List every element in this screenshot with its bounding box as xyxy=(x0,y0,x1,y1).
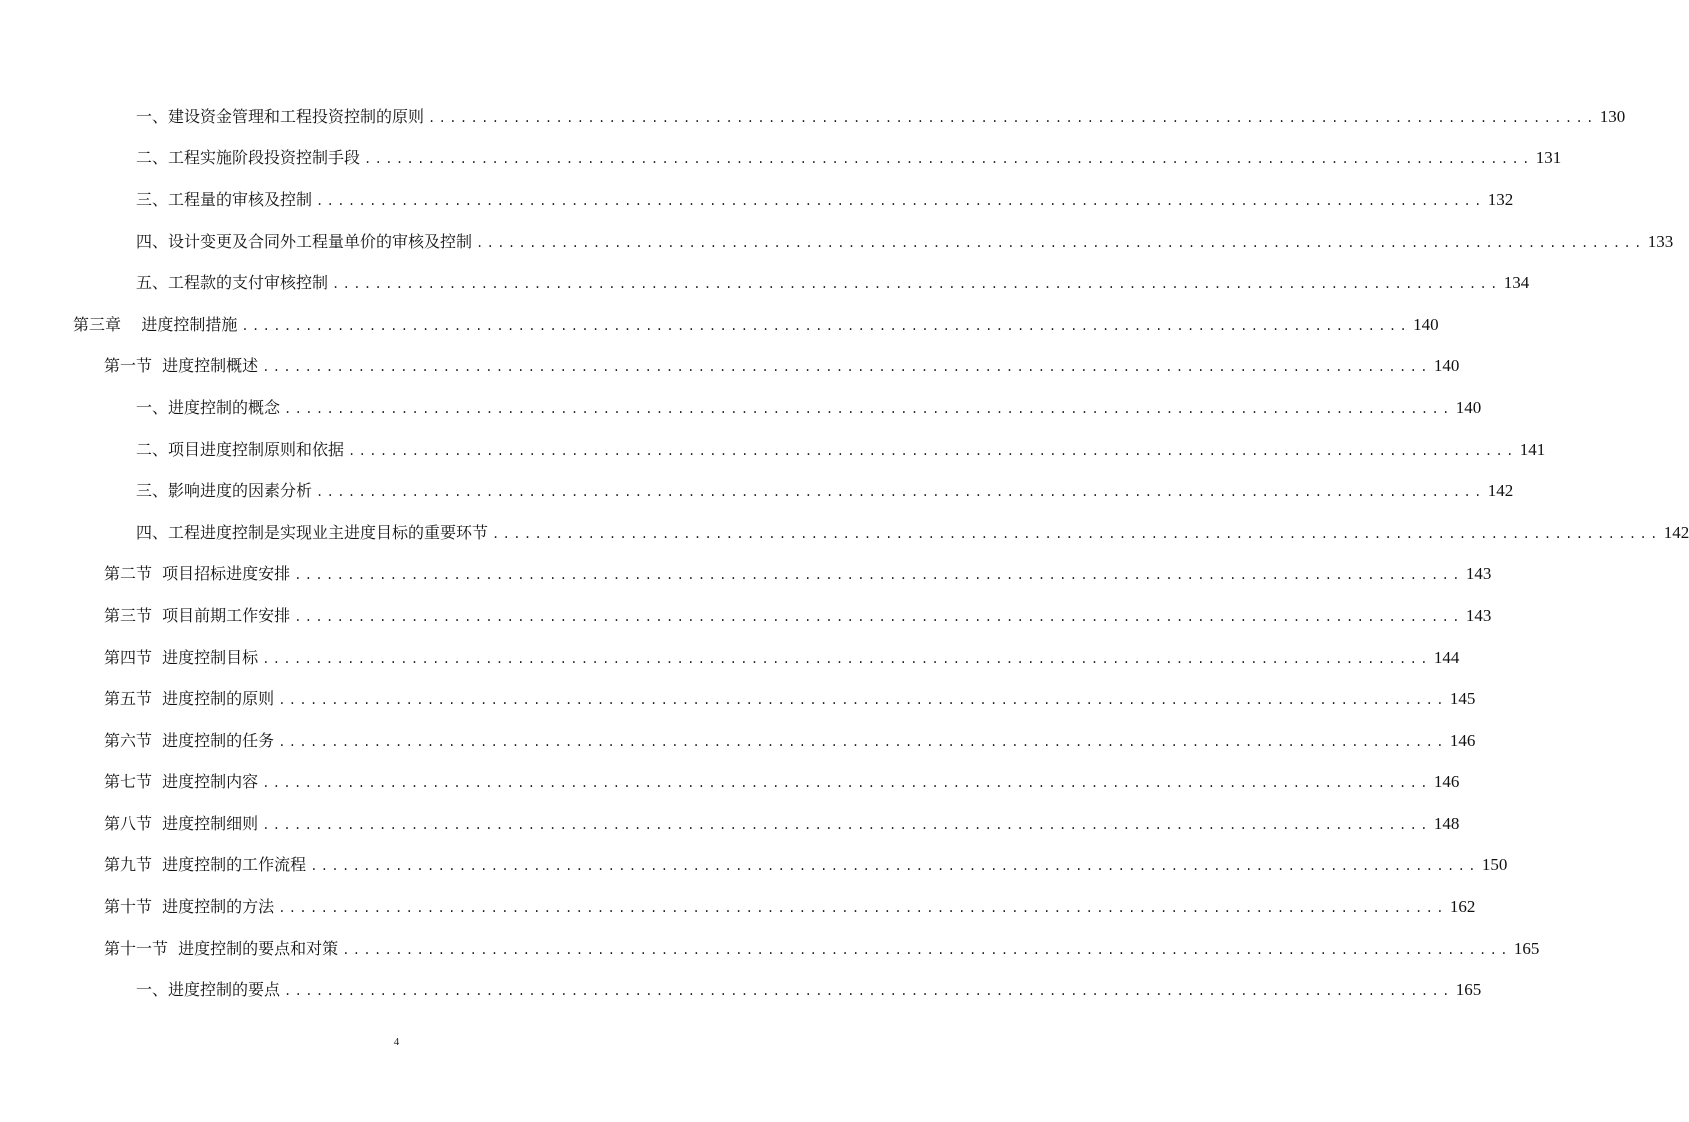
toc-entry-title: 第三节 项目前期工作安排 xyxy=(104,605,291,625)
toc-entry-page: 140 xyxy=(1455,397,1482,417)
toc-entry[interactable] xyxy=(0,96,1626,138)
toc-dot-leader: .............................................................................................................. xyxy=(284,401,1453,416)
toc-entry-section[interactable] xyxy=(0,720,1476,762)
toc-entry[interactable] xyxy=(0,179,1514,221)
page-number: 4 xyxy=(393,1036,400,1048)
toc-entry-page: 142 xyxy=(1663,522,1689,542)
toc-dot-leader: .............................................................................................................. xyxy=(294,609,1463,624)
toc-entry-page: 145 xyxy=(1449,689,1476,709)
toc-entry-section[interactable] xyxy=(0,637,1460,679)
toc-entry-section[interactable] xyxy=(0,595,1492,637)
toc-dot-leader: .............................................................................................................. xyxy=(428,110,1597,125)
toc-entry-title: 三、影响进度的因素分析 xyxy=(136,481,313,501)
toc-entry[interactable] xyxy=(0,221,1674,263)
toc-dot-leader: .............................................................................................................. xyxy=(342,942,1511,957)
table-of-contents xyxy=(0,96,1689,1011)
toc-entry[interactable] xyxy=(0,512,1689,554)
toc-entry-title: 第八节 进度控制细则 xyxy=(104,813,259,833)
toc-dot-leader: .............................................................................................................. xyxy=(310,859,1479,874)
toc-entry-page: 140 xyxy=(1433,356,1460,376)
toc-dot-leader: .............................................................................................................. xyxy=(364,152,1533,167)
toc-entry-title: 第十节 进度控制的方法 xyxy=(104,897,275,917)
toc-entry-page: 140 xyxy=(1413,314,1439,334)
toc-entry-title: 第九节 进度控制的工作流程 xyxy=(104,855,307,875)
toc-entry-section[interactable] xyxy=(0,928,1540,970)
toc-dot-leader: .............................................................................................................. xyxy=(332,277,1501,292)
toc-dot-leader: .............................................................................................................. xyxy=(262,817,1431,832)
toc-dot-leader: .............................................................................................................. xyxy=(278,734,1447,749)
toc-entry-page: 143 xyxy=(1465,564,1492,584)
toc-entry-title: 二、项目进度控制原则和依据 xyxy=(136,439,345,459)
toc-entry-section[interactable] xyxy=(0,886,1476,928)
toc-entry-page: 148 xyxy=(1433,813,1460,833)
toc-entry-section[interactable] xyxy=(0,346,1460,388)
toc-entry-section[interactable] xyxy=(0,678,1476,720)
toc-entry-title: 第一节 进度控制概述 xyxy=(104,356,259,376)
toc-entry-section[interactable] xyxy=(0,803,1460,845)
toc-entry-page: 132 xyxy=(1487,189,1514,209)
toc-entry-page: 165 xyxy=(1455,980,1482,1000)
toc-entry[interactable] xyxy=(0,969,1482,1011)
toc-dot-leader: .............................................................................................................. xyxy=(348,443,1517,458)
toc-entry-page: 142 xyxy=(1487,481,1514,501)
toc-entry[interactable] xyxy=(0,387,1482,429)
toc-entry-page: 130 xyxy=(1599,106,1626,126)
toc-entry[interactable] xyxy=(0,429,1546,471)
toc-entry-title: 第四节 进度控制目标 xyxy=(104,647,259,667)
toc-entry-title: 四、工程进度控制是实现业主进度目标的重要环节 xyxy=(136,522,489,542)
toc-entry-title: 二、工程实施阶段投资控制手段 xyxy=(136,148,361,168)
toc-entry-title: 第三章 进度控制措施 xyxy=(73,314,238,334)
toc-entry[interactable] xyxy=(0,138,1562,180)
toc-dot-leader: .............................................................................................................. xyxy=(294,568,1463,583)
toc-entry-title: 第五节 进度控制的原则 xyxy=(104,689,275,709)
toc-entry-title: 第七节 进度控制内容 xyxy=(104,772,259,792)
toc-dot-leader: .............................................................................................................. xyxy=(262,651,1431,666)
toc-entry-title: 四、设计变更及合同外工程量单价的审核及控制 xyxy=(136,231,473,251)
toc-entry-chapter[interactable] xyxy=(0,304,1439,346)
toc-dot-leader: .............................................................................................................. xyxy=(284,984,1453,999)
toc-dot-leader: .............................................................................................................. xyxy=(316,193,1485,208)
toc-entry-title: 一、进度控制的概念 xyxy=(136,397,281,417)
toc-dot-leader: .............................................................................................................. xyxy=(241,318,1411,333)
toc-entry-page: 131 xyxy=(1535,148,1562,168)
toc-entry-title: 一、建设资金管理和工程投资控制的原则 xyxy=(136,106,425,126)
toc-dot-leader: .............................................................................................................. xyxy=(262,360,1431,375)
toc-entry[interactable] xyxy=(0,262,1530,304)
toc-dot-leader: .............................................................................................................. xyxy=(278,901,1447,916)
toc-entry-page: 146 xyxy=(1449,730,1476,750)
toc-entry-page: 146 xyxy=(1433,772,1460,792)
toc-entry-page: 143 xyxy=(1465,605,1492,625)
toc-entry[interactable] xyxy=(0,470,1514,512)
toc-dot-leader: .............................................................................................................. xyxy=(278,693,1447,708)
toc-entry-title: 第二节 项目招标进度安排 xyxy=(104,564,291,584)
toc-entry-page: 165 xyxy=(1513,938,1540,958)
toc-entry-section[interactable] xyxy=(0,762,1460,804)
toc-entry-page: 150 xyxy=(1481,855,1508,875)
toc-entry-page: 162 xyxy=(1449,897,1476,917)
toc-dot-leader: .............................................................................................................. xyxy=(316,485,1485,500)
toc-entry-page: 133 xyxy=(1647,231,1674,251)
toc-entry-title: 三、工程量的审核及控制 xyxy=(136,189,313,209)
toc-dot-leader: .............................................................................................................. xyxy=(262,776,1431,791)
toc-entry-title: 五、工程款的支付审核控制 xyxy=(136,273,329,293)
toc-dot-leader: .............................................................................................................. xyxy=(476,235,1645,250)
toc-dot-leader: .............................................................................................................. xyxy=(492,526,1661,541)
toc-entry-title: 第六节 进度控制的任务 xyxy=(104,730,275,750)
toc-entry-page: 144 xyxy=(1433,647,1460,667)
toc-entry-page: 141 xyxy=(1519,439,1546,459)
toc-entry-title: 一、进度控制的要点 xyxy=(136,980,281,1000)
toc-entry-title: 第十一节 进度控制的要点和对策 xyxy=(104,938,339,958)
toc-entry-section[interactable] xyxy=(0,554,1492,596)
toc-entry-page: 134 xyxy=(1503,273,1530,293)
toc-entry-section[interactable] xyxy=(0,845,1508,887)
